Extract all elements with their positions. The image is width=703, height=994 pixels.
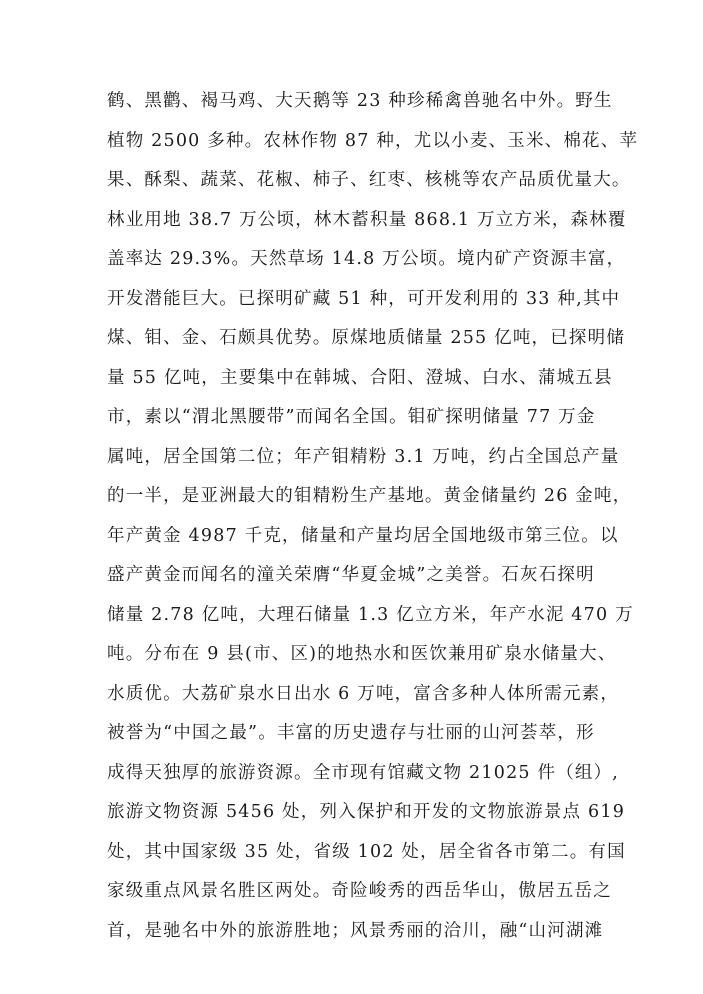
text-line-20: 处，其中国家级 35 处，省级 102 处，居全省各市第二。有国	[107, 841, 626, 862]
text-line-19: 旅游文物资源 5456 处，列入保护和开发的文物旅游景点 619	[107, 802, 626, 822]
text-line-21: 家级重点风景名胜区两处。奇险峻秀的西岳华山，傲居五岳之	[107, 881, 612, 901]
document-body-text	[107, 82, 667, 951]
text-line-14: 储量 2.78 亿吨，大理石储量 1.3 亿立方米，年产水泥 470 万	[107, 604, 634, 625]
text-line-11: 的一半，是亚洲最大的钼精粉生产基地。黄金储量约 26 金吨，	[107, 486, 632, 506]
text-line-22: 首，是驰名中外的旅游胜地；风景秀丽的洽川，融“山河湖滩	[107, 920, 604, 941]
text-line-9: 市，素以“渭北黑腰带”而闻名全国。钼矿探明储量 77 万金	[107, 407, 596, 427]
text-line-7: 煤、钼、金、石颇具优势。原煤地质储量 255 亿吨，已探明储	[107, 328, 626, 348]
text-line-8: 量 55 亿吨，主要集中在韩城、合阳、澄城、白水、蒲城五县	[107, 367, 613, 388]
text-line-5: 盖率达 29.3%。天然草场 14.8 万公顷。境内矿产资源丰富，	[107, 249, 626, 269]
text-line-6: 开发潜能巨大。已探明矿藏 51 种，可开发利用的 33 种,其中	[107, 288, 621, 309]
text-line-17: 被誉为“中国之最”。丰富的历史遗存与壮丽的山河荟萃，形	[107, 723, 595, 743]
text-line-12: 年产黄金 4987 千克，储量和产量均居全国地级市第三位。以	[107, 525, 619, 546]
text-line-2: 植物 2500 多种。农林作物 87 种，尤以小麦、玉米、棉花、苹	[107, 130, 639, 151]
text-line-3: 果、酥梨、蔬菜、花椒、柿子、红枣、核桃等农产品质优量大。	[107, 170, 631, 190]
text-line-15: 吨。分布在 9 县(市、区)的地热水和医饮兼用矿泉水储量大、	[107, 644, 617, 664]
text-line-16: 水质优。大荔矿泉水日出水 6 万吨，富含多种人体所需元素，	[107, 683, 620, 704]
text-line-10: 属吨，居全国第二位；年产钼精粉 3.1 万吨，约占全国总产量	[107, 446, 620, 467]
text-line-13: 盛产黄金而闻名的潼关荣膺“华夏金城”之美誉。石灰石探明	[107, 565, 595, 585]
text-line-18: 成得天独厚的旅游资源。全市现有馆藏文物 21025 件（组）,	[107, 762, 620, 783]
text-line-4: 林业用地 38.7 万公顷，林木蓄积量 868.1 万立方米，森林覆	[107, 209, 627, 230]
text-line-1: 鹤、黑鹳、褐马鸡、大天鹅等 23 种珍稀禽兽驰名中外。野生	[107, 91, 613, 111]
